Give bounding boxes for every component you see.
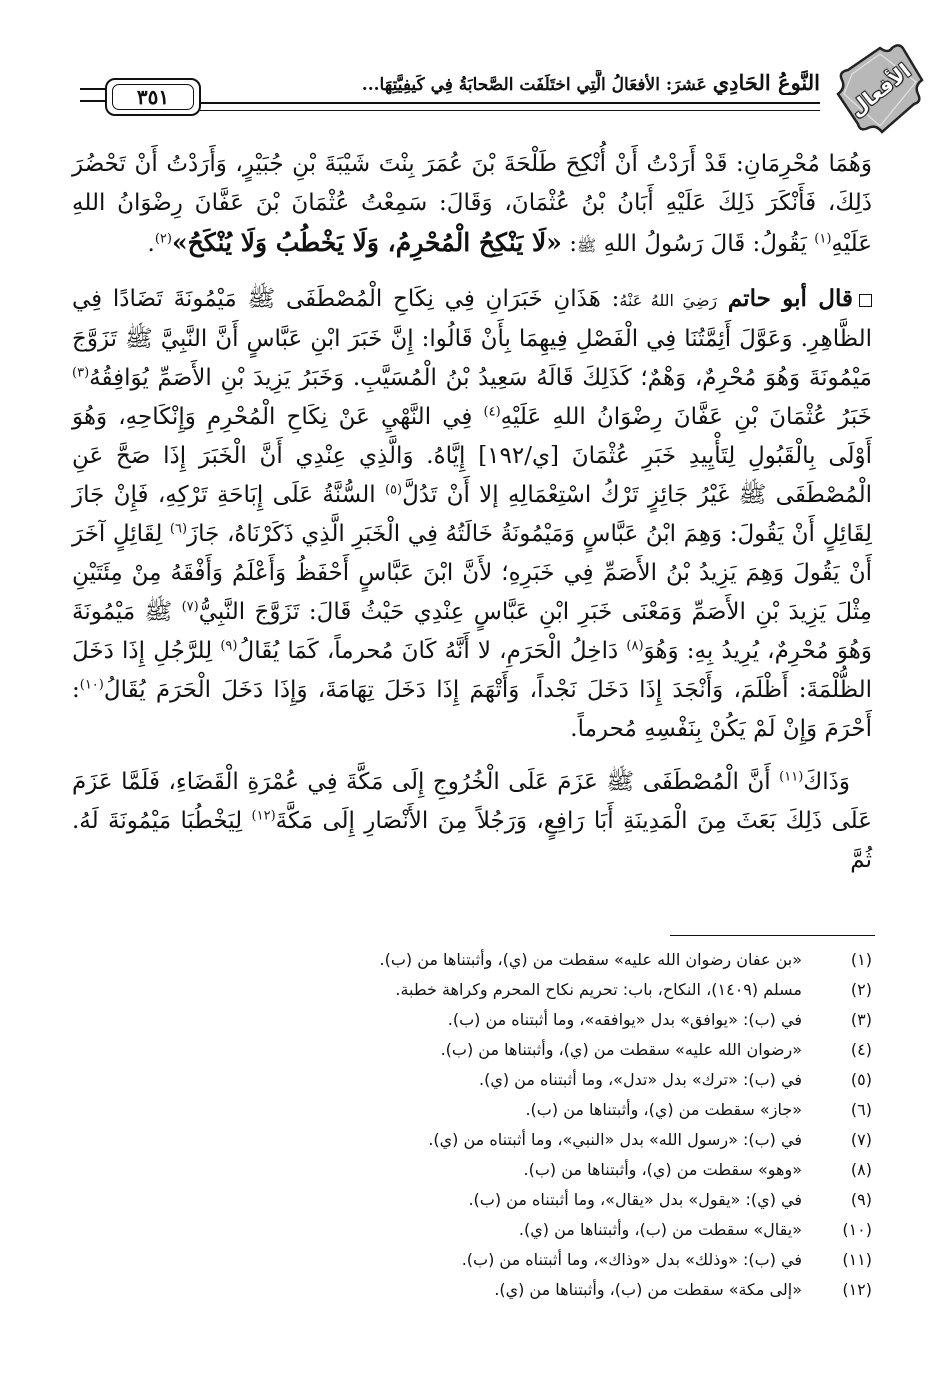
badge-label: الأفعال: [844, 58, 916, 122]
footnote-ref: (٦): [169, 521, 188, 537]
footnote-text: في (ب): «رسول الله» بدل «النبي»، وما أثبتناه من (ي).: [428, 1130, 802, 1149]
text-run: لِقَائِلٍ آخَرَ أَنْ يَقُولَ وَهِمَ يَزِيدُ بْنُ الأَصَمِّ فِي خَبَرِهِ؛ لأَنَّ ابْنَ عَبَّاسٍ أَحْفَظُ وَأَعْلَمُ وَأَفْقَهُ مِنْ مِئَتَيْنِ مِثْلَ يَزِيدَ بْنِ الأَصَمِّ وَمَعْنَى خَبَرِ ابْنِ عَبَّاسٍ عِنْدِي حَيْثُ قَالَ: تَزَوَّجَ النَّبِيُّ: [72, 521, 873, 625]
footnote-text: في (ب): «وذلك» بدل «وذاك»، وما أثبتناه من (ب).: [461, 1250, 802, 1269]
footnote: [72, 975, 872, 1005]
footnote: [72, 1275, 872, 1305]
footnote-number: (٢): [850, 980, 872, 999]
footnote-ref: (١٠): [79, 677, 104, 693]
text-run: دَاخِلُ الْحَرَمِ، لا أَنَّهُ كَانَ مُحرماً، كَمَا يُقَالُ: [237, 638, 627, 664]
paragraph-2: [72, 279, 872, 749]
footnote-ref: (٨): [626, 638, 644, 654]
footnote-text: «إلى مكة» سقطت من (ب)، وأثبتناها من (ي).: [494, 1280, 802, 1299]
footnote-number: (١١): [842, 1250, 872, 1269]
footnote-number: (٥): [850, 1070, 872, 1089]
footnote-number: (٨): [850, 1160, 872, 1179]
footnote-ref: (٣): [72, 365, 90, 381]
hadith-quote: «لَا يَنْكِحُ الْمُحْرِمُ، وَلَا يَخْطُبُ وَلَا يُنْكَحُ»: [171, 228, 562, 257]
page-number: ٣٥١: [112, 84, 194, 110]
footnote-ref: (٩): [220, 638, 238, 654]
footnote-text: «جاز» سقطت من (ي)، وأثبتناها من (ب).: [525, 1100, 802, 1119]
running-title: [260, 70, 820, 95]
page-number-rule: [80, 88, 105, 102]
footnotes: [72, 945, 872, 1305]
footnote: [72, 1005, 872, 1035]
footnote-number: (١٢): [842, 1280, 872, 1299]
footnote-number: (٦): [850, 1100, 872, 1119]
text-run: .: [147, 231, 155, 257]
footnote-ref: (٢): [154, 231, 172, 247]
text-run: أَنَّ الْمُصْطَفَى ﷺ عَزَمَ عَلَى الْخُرُوجِ إِلَى مَكَّةَ فِي عُمْرَةِ الْقَضَاءِ، فَلَمَّا عَزَمَ عَلَى ذَلِكَ بَعَثَ مِنَ الْمَدِينَةِ أَبَا رَافِعٍ، وَرَجُلاً مِنَ الأَنْصَارِ إِلَى مَكَّةَ: [72, 769, 872, 834]
text-run: لِيَخْطُبَا مَيْمُونَةَ لَهُ. ثُمَّ: [72, 808, 872, 873]
footnote-ref: (٥): [384, 482, 403, 498]
paragraph-3: [72, 763, 872, 880]
text-run: ﷺ مَيْمُونَةَ وَهُوَ مُحْرِمٌ، يُرِيدُ بِهِ: وَهُوَ: [72, 599, 872, 664]
footnote-ref: (٧): [181, 599, 199, 615]
paragraph-1: [72, 145, 872, 265]
page-number-box: [105, 78, 201, 116]
header-rule: [200, 102, 820, 111]
square-bullet-icon: [859, 294, 872, 307]
footnote-ref: (١): [814, 231, 832, 247]
footnote-text: في (ي): «يقول» بدل «يقال»، وما أثبتناه من (ب).: [468, 1190, 802, 1209]
footnote: [72, 1125, 872, 1155]
text-run: وَذَاكَ: [803, 769, 850, 795]
speaker-name: قال أبو حاتم: [727, 285, 854, 312]
footnote-number: (١٠): [842, 1220, 872, 1239]
text-run: خَبَرُ عُثْمَانَ بْنِ عَفَّانَ رِضْوَانُ اللهِ عَلَيْهِ: [500, 404, 873, 430]
text-run: : أَحْرَمَ وَإِنْ لَمْ يَكُنْ بِنَفْسِهِ مُحرماً.: [72, 677, 872, 742]
footnote: [72, 1095, 872, 1125]
footnote-ref: (١١): [779, 769, 804, 785]
page-number-frame: [70, 78, 200, 118]
footnote: [72, 945, 872, 975]
running-title-rest: عَشرَ: الأفعَالُ الَّتِي اختَلَفَت الصَّحابَةُ فِي كَيفِيَّتِهَا...: [361, 75, 713, 95]
text-run: فِي النَّهْيِ عَنْ نِكَاحِ الْمُحْرِمِ وَإِنْكَاحِهِ، وَهُوَ أَوْلَى بِالْقَبُولِ لِتَأْيِيدِ خَبَرِ عُثْمَانَ [ي/١٩٢] إِيَّاهُ. وَالَّذِي عِنْدِي أَنَّ الْخَبَرَ إِذَا صَحَّ عَنِ الْمُصْطَفَى ﷺ غَيْرُ جَائِزٍ تَرْكُ اسْتِعْمَالِهِ إلا أَنْ تَدُلَّ: [72, 404, 872, 508]
footnote: [72, 1155, 872, 1185]
footnote-text: مسلم (١٤٠٩)، النكاح، باب: تحريم نكاح المحرم وكراهة خطبة.: [395, 980, 802, 999]
main-text: [72, 145, 872, 894]
footnote-number: (٤): [850, 1040, 872, 1059]
footnote-number: (١): [850, 950, 872, 969]
footnote-ref: (١٢): [251, 808, 276, 824]
text-run: : هَذَانِ خَبَرَانِ فِي نِكَاحِ الْمُصْطَفَى ﷺ مَيْمُونَةَ تَضَادًا فِي الظَّاهِرِ. وَعَوَّلَ أَئِمَّتُنَا فِي الْفَصْلِ فِيهِمَا بِأَنْ قَالُوا: إِنَّ خَبَرَ ابْنِ عَبَّاسٍ أَنَّ النَّبِيَّ ﷺ تَزَوَّجَ مَيْمُونَةَ وَهُوَ مُحْرِمٌ، وَهْمٌ؛ كَذَلِكَ قَالَهُ سَعِيدُ بْنُ الْمُسَيَّبِ. وَخَبَرُ يَزِيدَ بْنِ الأَصَمِّ يُوَافِقُهُ: [72, 286, 872, 391]
footnote-number: (٣): [850, 1010, 872, 1029]
footnote-text: في (ب): «يوافق» بدل «يوافقه»، وما أثبتناه من (ب).: [447, 1010, 802, 1029]
page-header: [70, 40, 930, 140]
salla-glyph: ﷺ: [576, 236, 597, 255]
footnote-separator: [670, 935, 875, 936]
footnote: [72, 1065, 872, 1095]
footnote-text: «بن عفان رضوان الله عليه» سقطت من (ي)، وأثبتناها من (ب).: [379, 950, 802, 969]
footnote-text: «وهو» سقطت من (ي)، وأثبتناها من (ب).: [523, 1160, 802, 1179]
text-run: يَقُولُ: قَالَ رَسُولُ اللهِ: [596, 231, 815, 257]
footnote: [72, 1035, 872, 1065]
footnote: [72, 1215, 872, 1245]
footnote: [72, 1245, 872, 1275]
text-run: وَهُمَا مُحْرِمَانِ: قَدْ أَرَدْتُ أَنْ أُنْكِحَ طَلْحَةَ بْنَ عُمَرَ بِنْتَ شَيْبَةَ بْنِ جُبَيْرٍ، وَأَرَدْتُ أَنْ تَحْضُرَ ذَلِكَ، فَأَنْكَرَ ذَلِكَ عَلَيْهِ أَبَانُ بْنُ عُثْمَانَ، وَقَالَ: سَمِعْتُ عُثْمَانَ بْنَ عَفَّانَ رِضْوَانُ اللهِ عَلَيْهِ: [72, 151, 872, 257]
text-run: السُّنَّةُ عَلَى إِبَاحَةِ تَرْكِهِ، فَإِنْ جَازَ لِقَائِلٍ أَنْ يَقُولَ: وَهِمَ ابْنُ عَبَّاسٍ وَمَيْمُونَةُ خَالَتُهُ فِي الْخَبَرِ الَّذِي ذَكَرْنَاهُ، جَازَ: [72, 482, 872, 547]
text-run: لِلرَّجُلِ إِذَا دَخَلَ الظُّلْمَةَ: أَظْلَمَ، وَأَنْجَدَ إِذَا دَخَلَ نَجْداً، وَأَتْهَمَ إِذَا دَخَلَ تِهَامَةَ، وَإِذَا دَخَلَ الْحَرَمَ يُقَالُ: [72, 638, 872, 703]
text-run: :: [561, 231, 577, 257]
footnote-text: «رضوان الله عليه» سقطت من (ي)، وأثبتناها من (ب).: [440, 1040, 802, 1059]
running-title-lead: النَّوعُ الحَادِي: [712, 70, 820, 95]
footnote-text: «يقال» سقطت من (ب)، وأثبتناها من (ي).: [518, 1220, 802, 1239]
radi-glyph: رَضِيَ اللهُ عَنْهُ: [619, 291, 718, 310]
footnote-text: في (ب): «ترك» بدل «تدل»، وما أثبتناه من (ي).: [478, 1070, 802, 1089]
footnote: [72, 1185, 872, 1215]
footnote-ref: (٤): [483, 404, 501, 420]
footnote-number: (٩): [850, 1190, 872, 1209]
footnote-number: (٧): [850, 1130, 872, 1149]
chapter-badge: [830, 40, 930, 140]
